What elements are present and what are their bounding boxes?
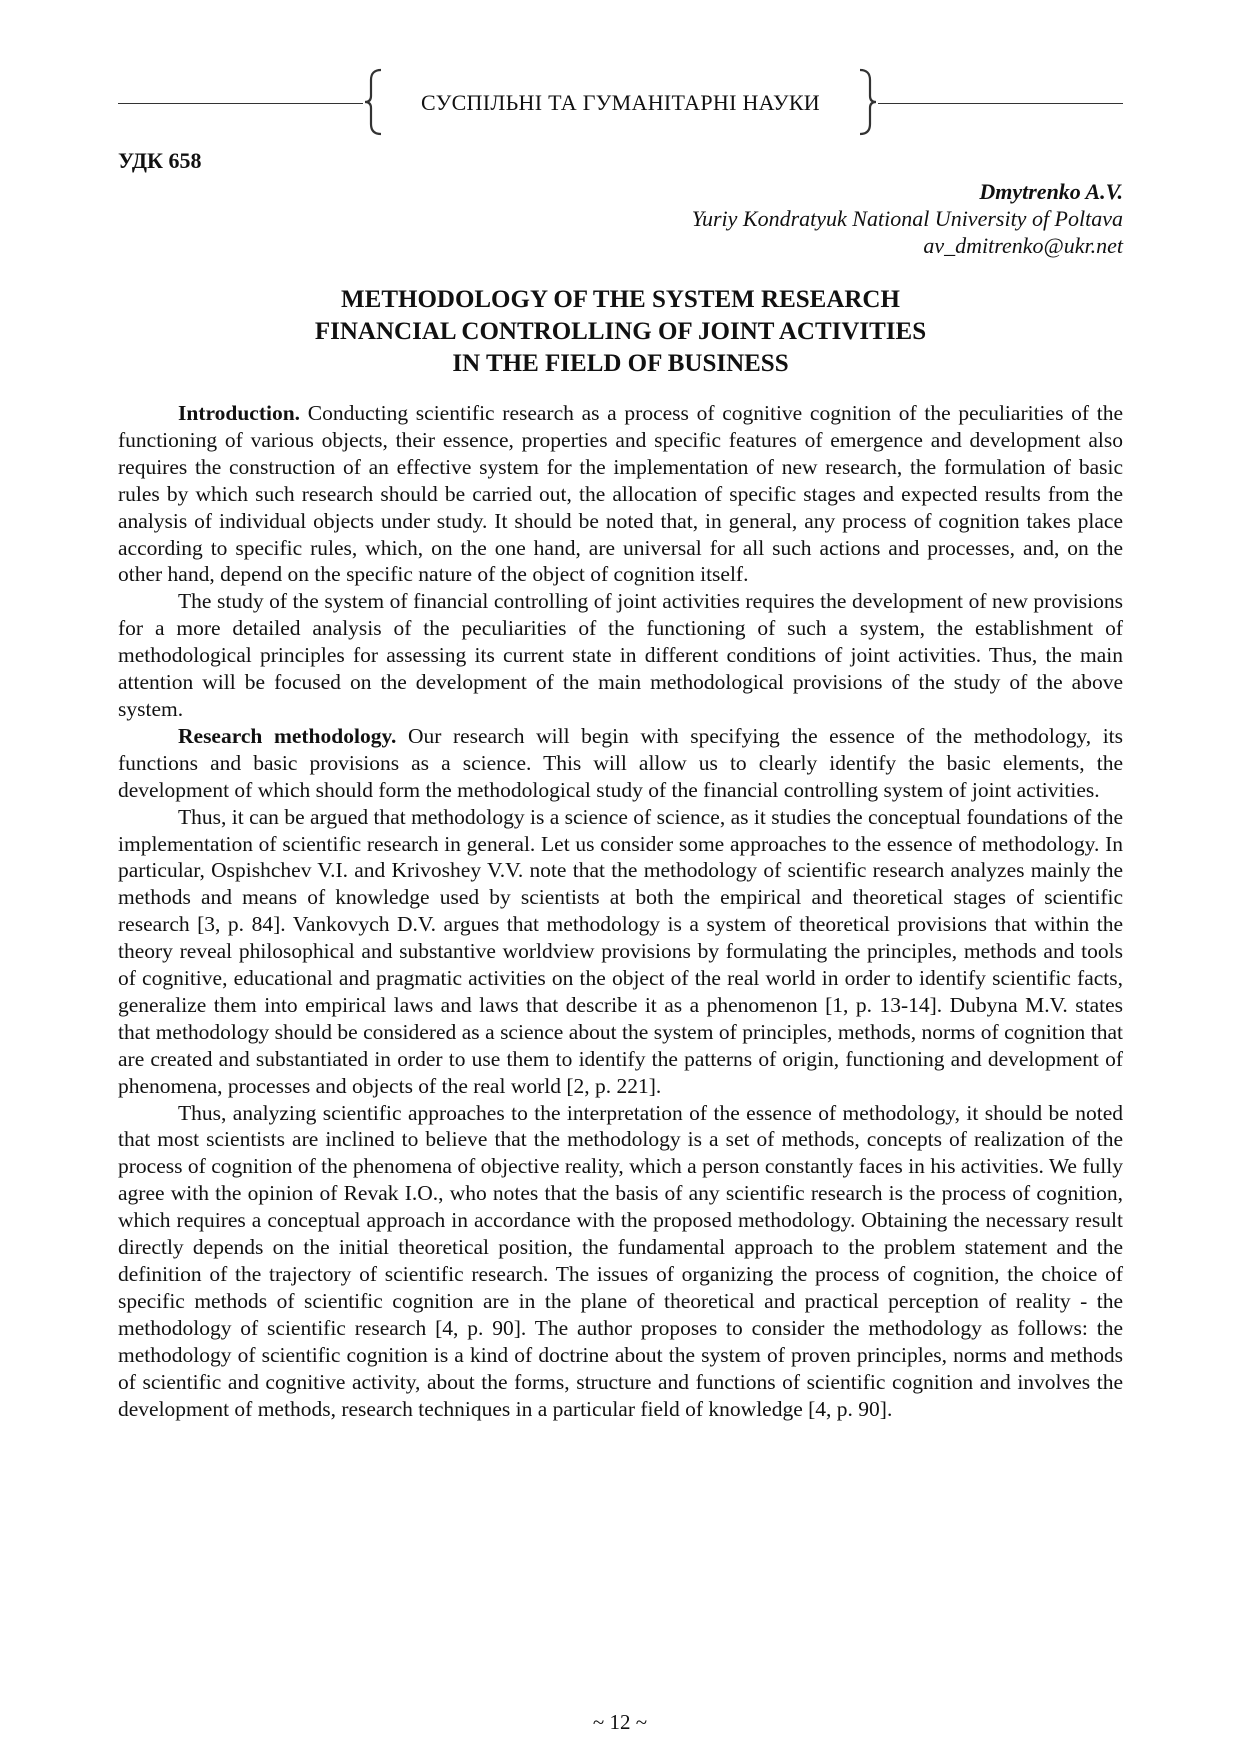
research-methodology-heading: Research methodology. <box>178 723 397 748</box>
introduction-heading: Introduction. <box>178 401 301 425</box>
paragraph-research-methodology <box>118 723 1123 804</box>
research-methodology-text: Our research will begin with specifying the essence of the methodology, its functions and basic provisions as a science. This will allow us to clearly identify the basic elements, the development of which should form the methodological study of the financial controlling system of joint activities. <box>118 723 1124 802</box>
header-rule-right <box>878 103 1123 104</box>
article-body <box>118 400 1123 1422</box>
title-line-2: FINANCIAL CONTROLLING OF JOINT ACTIVITIES <box>314 318 927 345</box>
header-rule-left <box>118 103 363 104</box>
paragraph-2: The study of the system of financial controlling of joint activities requires the development of new provisions for a more detailed analysis of the peculiarities of the functioning of such a system, the establishment of methodological principles for assessing its current state in different conditions of joint activities. Thus, the main attention will be focused on the development of the main methodological provisions of the study of the above system. <box>118 589 1123 721</box>
journal-section-title: СУСПІЛЬНІ ТА ГУМАНІТАРНІ НАУКИ <box>421 90 820 115</box>
title-line-3: IN THE FIELD OF BUSINESS <box>452 350 789 377</box>
author-email: av_dmitrenko@ukr.net <box>923 233 1123 258</box>
introduction-text: Conducting scientific research as a process of cognitive cognition of the peculiarities of the functioning of various objects, their essence, properties and specific features of emergence and development also requires the construction of an effective system for the implementation of new research, the formulation of basic rules by which such research should be carried out, the allocation of specific stages and expected results from the analysis of individual objects under study. It should be noted that, in general, any process of cognition takes place according to specific rules, which, on the one hand, are universal for all such actions and processes, and, on the other hand, depend on the specific nature of the object of cognition itself. <box>118 401 1124 587</box>
page-number: ~ 12 ~ <box>592 1710 648 1734</box>
right-brace-icon <box>856 68 878 136</box>
author-affiliation: Yuriy Kondratyuk National University of Poltava <box>691 206 1123 231</box>
running-header <box>118 68 1123 138</box>
author-block <box>692 178 1123 259</box>
left-brace-icon <box>363 68 385 136</box>
paragraph-5: Thus, analyzing scientific approaches to the interpretation of the essence of methodology, it should be noted that most scientists are inclined to believe that the methodology is a set of methods, concepts of realization of the process of cognition of the phenomena of objective reality, which a person constantly faces in his activities. We fully agree with the opinion of Revak I.O., who notes that the basis of any scientific research is the process of cognition, which requires a conceptual approach in accordance with the proposed methodology. Obtaining the necessary result directly depends on the initial theoretical position, the fundamental approach to the problem statement and the definition of the trajectory of scientific research. The issues of organizing the process of cognition, the choice of specific methods of scientific cognition are in the plane of theoretical and practical perception of reality - the methodology of scientific research [4, p. 90]. The author proposes to consider the methodology as follows: the methodology of scientific cognition is a kind of doctrine about the system of proven principles, norms and methods of scientific and cognitive activity, about the forms, structure and functions of scientific cognition and involves the development of methods, research techniques in a particular field of knowledge [4, p. 90]. <box>118 1100 1123 1421</box>
udc-code: УДК 658 <box>118 148 202 173</box>
paragraph-4: Thus, it can be argued that methodology is a science of science, as it studies the conceptual foundations of the implementation of scientific research in general. Let us consider some approaches to the essence of methodology. In particular, Ospishchev V.I. and Krivoshey V.V. note that the methodology of scientific research analyzes mainly the methods and means of knowledge used by scientists at both the empirical and theoretical stages of scientific research [3, p. 84]. Vankovych D.V. argues that methodology is a system of theoretical provisions that within the theory reveal philosophical and substantive worldview provisions by formulating the principles, methods and tools of cognitive, educational and pragmatic activities on the object of the real world in order to identify scientific facts, generalize them into empirical laws and laws that describe it as a phenomenon [1, p. 13-14]. Dubyna M.V. states that methodology should be considered as a science about the system of principles, methods, norms of cognition that are created and substantiated in order to use them to identify the patterns of origin, functioning and development of phenomena, processes and objects of the real world [2, p. 221]. <box>118 804 1123 1098</box>
author-name: Dmytrenko A.V. <box>979 179 1123 204</box>
title-line-1: METHODOLOGY OF THE SYSTEM RESEARCH <box>341 286 900 313</box>
paragraph-introduction <box>118 400 1123 588</box>
article-title <box>118 284 1123 380</box>
